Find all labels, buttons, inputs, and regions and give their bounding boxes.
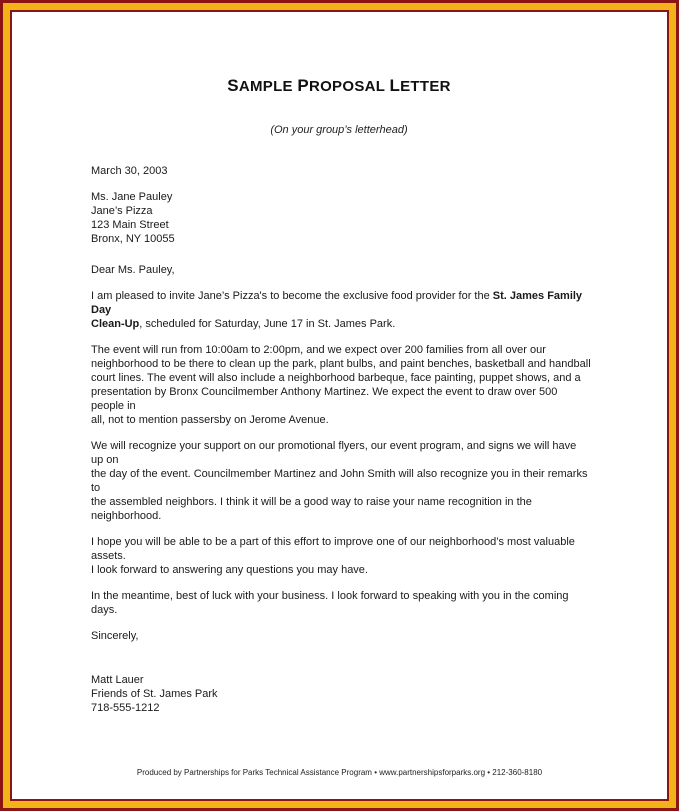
- title-word-ample: AMPLE: [238, 78, 293, 95]
- title-cap-l: L: [389, 76, 401, 95]
- para3-line: We will recognize your support on our promotional flyers, our event program, and signs we will have up on: [91, 440, 577, 466]
- page-footer: Produced by Partnerships for Parks Technical Assistance Program • www.partnershipsforparks.org • 212-360-8180: [136, 768, 543, 777]
- event-name-part1: St. James Family Day: [91, 290, 583, 316]
- salutation: [91, 263, 591, 277]
- title-word-roposal: ROPOSAL: [308, 78, 385, 95]
- letter-body: [91, 164, 591, 727]
- para2-line: court lines. The event will also include a neighborhood barbeque, face painting, puppet shows, and a: [91, 372, 581, 384]
- paragraph-2: [91, 343, 591, 427]
- recipient-street: 123 Main Street: [91, 219, 169, 231]
- title-word-etter: ETTER: [400, 78, 451, 95]
- closing: [91, 629, 591, 643]
- para5-text: In the meantime, best of luck with your business. I look forward to speaking with you in the coming days.: [91, 590, 569, 616]
- recipient-company: Jane’s Pizza: [91, 205, 153, 217]
- para3-line: the assembled neighbors. I think it will be a good way to raise your name recognition in the neighborhood.: [91, 496, 532, 522]
- closing-text: Sincerely,: [91, 630, 139, 642]
- para2-line: presentation by Bronx Councilmember Anthony Martinez. We expect the event to draw over 500 people in: [91, 386, 558, 412]
- signature-block: [91, 673, 591, 715]
- para4-line: I look forward to answering any questions you may have.: [91, 564, 368, 576]
- para2-line: The event will run from 10:00am to 2:00pm, and we expect over 200 families from all over our: [91, 344, 546, 356]
- para4-line: I hope you will be able to be a part of this effort to improve one of our neighborhood’s most valuable assets.: [91, 536, 575, 562]
- para3-line: the day of the event. Councilmember Martinez and John Smith will also recognize you in their remarks to: [91, 468, 588, 494]
- signer-name: Matt Lauer: [91, 674, 144, 686]
- recipient-city: Bronx, NY 10055: [91, 233, 175, 245]
- para2-line: all, not to mention passersby on Jerome Avenue.: [91, 414, 329, 426]
- paragraph-1: [91, 289, 591, 331]
- event-name-part2: Clean-Up: [91, 318, 140, 330]
- salutation-text: Dear Ms. Pauley,: [91, 264, 175, 276]
- document-title: [0, 76, 678, 96]
- recipient-address: [91, 190, 591, 246]
- paragraph-5: [91, 589, 591, 617]
- signer-phone: 718-555-1212: [91, 702, 160, 714]
- title-cap-s: S: [227, 76, 239, 95]
- para1-intro: I am pleased to invite Jane’s Pizza's to become the exclusive food provider for the: [91, 290, 493, 302]
- signer-organization: Friends of St. James Park: [91, 688, 218, 700]
- recipient-name: Ms. Jane Pauley: [91, 191, 173, 203]
- title-cap-p: P: [297, 76, 309, 95]
- para2-line: neighborhood to be there to clean up the park, plant bulbs, and paint benches, basketball and handball: [91, 358, 591, 370]
- paragraph-3: [91, 439, 591, 523]
- document-subtitle: (On your group’s letterhead): [270, 124, 408, 136]
- para1-tail: , scheduled for Saturday, June 17 in St. James Park.: [139, 318, 396, 330]
- letter-date: [91, 164, 591, 178]
- paragraph-4: [91, 535, 591, 577]
- date-text: March 30, 2003: [91, 165, 168, 177]
